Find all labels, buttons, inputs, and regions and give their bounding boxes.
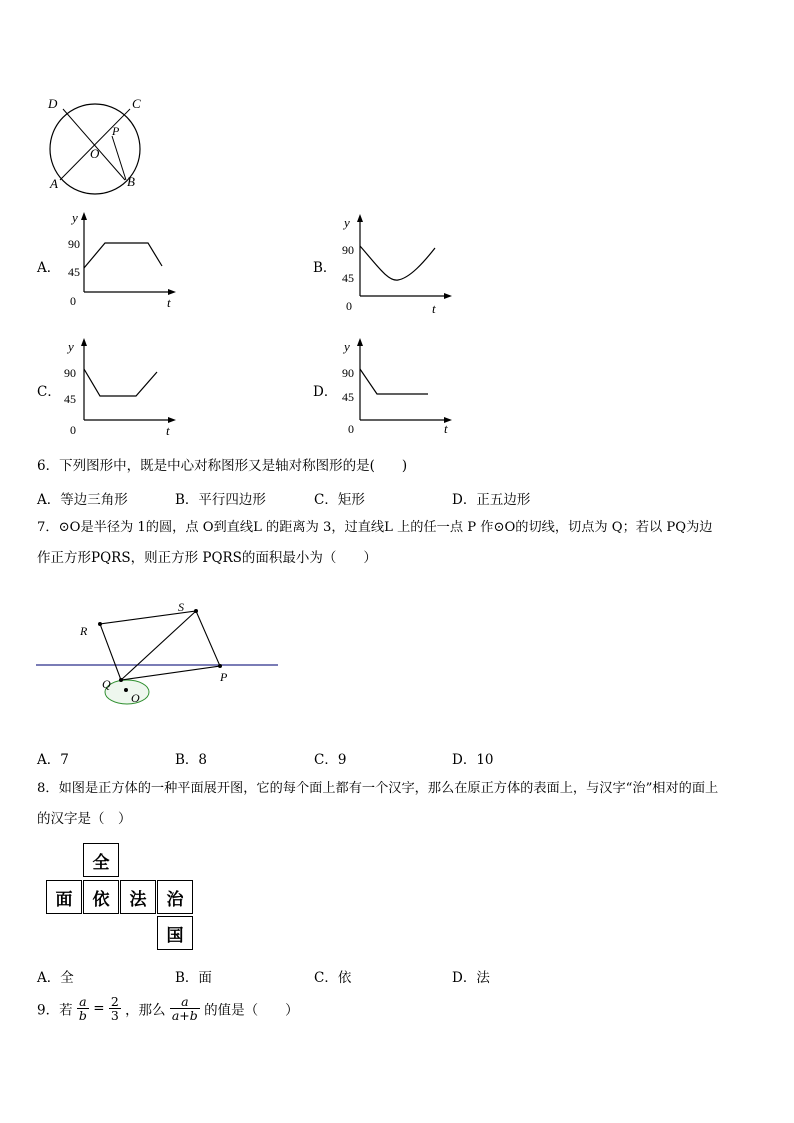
q8-option-c: C．依 bbox=[314, 970, 352, 986]
tick-45: 45 bbox=[68, 265, 80, 279]
net-cell-top: 全 bbox=[83, 843, 119, 877]
q9-frac-ab bbox=[77, 995, 89, 1022]
q9-frac3-den: a+b bbox=[171, 1008, 198, 1023]
graph-b bbox=[336, 212, 456, 317]
q8-stem-line1: 8．如图是正方体的一种平面展开图，它的每个面上都有一个汉字，那么在原正方体的表面上，与汉字“治”相对的面上 bbox=[37, 781, 719, 796]
q9-equals: = bbox=[93, 1000, 105, 1017]
label-a: A bbox=[50, 176, 58, 191]
q9-frac2-den: 3 bbox=[110, 1008, 119, 1023]
q9-prefix: 9．若 bbox=[37, 1002, 73, 1019]
label-q: Q bbox=[102, 677, 111, 691]
graph-a bbox=[60, 210, 180, 310]
tick-90: 90 bbox=[68, 237, 80, 251]
graph-d bbox=[336, 336, 456, 441]
q9-frac3-num: a bbox=[170, 995, 200, 1009]
origin-zero: 0 bbox=[70, 423, 76, 437]
axis-y: y bbox=[344, 215, 350, 230]
label-o: O bbox=[131, 691, 140, 705]
axis-y: y bbox=[72, 210, 78, 225]
net-cell-1: 面 bbox=[46, 880, 82, 914]
q8-option-d: D．法 bbox=[452, 970, 490, 986]
q9-frac-a-over-ab bbox=[170, 995, 200, 1022]
net-cell-2: 依 bbox=[83, 880, 119, 914]
tick-90: 90 bbox=[342, 243, 354, 257]
option-c-label: C． bbox=[37, 384, 61, 400]
axis-t: t bbox=[432, 301, 436, 316]
graph-c bbox=[60, 336, 180, 441]
diagonal-qs bbox=[121, 611, 196, 680]
q7-option-c: C．9 bbox=[314, 752, 347, 768]
q8-option-b: B．面 bbox=[175, 970, 212, 986]
label-s: S bbox=[178, 600, 184, 614]
circle-figure bbox=[40, 92, 155, 197]
axis-t: t bbox=[166, 423, 170, 438]
q9-suffix: 的值是（ ） bbox=[204, 1002, 299, 1019]
q6-option-a: A．等边三角形 bbox=[37, 492, 128, 508]
axis-y: y bbox=[68, 339, 74, 354]
graph-c-curve bbox=[84, 369, 157, 396]
origin-zero: 0 bbox=[346, 299, 352, 313]
q7-figure bbox=[36, 595, 286, 715]
tick-45: 45 bbox=[342, 271, 354, 285]
q9-frac1-num: a bbox=[77, 995, 89, 1009]
label-p: P bbox=[112, 124, 120, 138]
chord-dc-line bbox=[63, 109, 125, 180]
circle-o-small bbox=[105, 680, 149, 704]
label-d: D bbox=[48, 96, 58, 111]
q9-frac2-num: 2 bbox=[110, 994, 119, 1009]
axis-t: t bbox=[444, 421, 448, 436]
chord-ac-line bbox=[60, 109, 130, 180]
graph-a-curve bbox=[84, 243, 162, 268]
square-pqrs bbox=[100, 611, 220, 680]
label-c: C bbox=[132, 96, 141, 111]
axis-y: y bbox=[344, 339, 350, 354]
graph-d-curve bbox=[360, 369, 428, 394]
option-d-label: D． bbox=[313, 384, 338, 400]
tick-90: 90 bbox=[342, 366, 354, 380]
tick-45: 45 bbox=[342, 390, 354, 404]
label-p: P bbox=[220, 670, 228, 684]
option-b-label: B． bbox=[313, 260, 337, 276]
origin-zero: 0 bbox=[70, 294, 76, 308]
option-a-label: A． bbox=[37, 260, 61, 276]
q7-stem-line2: 作正方形PQRS，则正方形 PQRS的面积最小为（ ） bbox=[37, 550, 377, 566]
net-cell-bottom: 国 bbox=[157, 916, 193, 950]
q9-frac-23 bbox=[109, 995, 121, 1022]
q7-option-d: D．10 bbox=[452, 752, 494, 768]
origin-zero: 0 bbox=[348, 422, 354, 436]
axis-t: t bbox=[167, 295, 171, 310]
q7-stem-line1: 7．⊙O是半径为 1的圆，点 O到直线L 的距离为 3，过直线L 上的任一点 P 作⊙O的切线，切点为 Q；若以 PQ为边 bbox=[37, 520, 713, 535]
q9-mid: ，那么 bbox=[125, 1002, 166, 1019]
net-cell-3: 法 bbox=[120, 880, 156, 914]
label-o: O bbox=[90, 146, 100, 161]
tick-45: 45 bbox=[64, 392, 76, 406]
q9-frac1-den: b bbox=[78, 1008, 87, 1023]
q8-option-a: A．全 bbox=[37, 970, 74, 986]
q6-option-c: C．矩形 bbox=[314, 492, 365, 508]
label-r: R bbox=[80, 624, 88, 638]
net-cell-4: 治 bbox=[157, 880, 193, 914]
q9-stem bbox=[37, 995, 299, 1022]
q6-option-d: D．正五边形 bbox=[452, 492, 531, 508]
label-b: B bbox=[127, 174, 135, 189]
q6-option-b: B．平行四边形 bbox=[175, 492, 266, 508]
q7-option-a: A．7 bbox=[37, 752, 69, 768]
q7-option-b: B．8 bbox=[175, 752, 208, 768]
tick-90: 90 bbox=[64, 366, 76, 380]
q8-stem-line2: 的汉字是（ ） bbox=[37, 811, 132, 827]
graph-b-curve bbox=[360, 246, 435, 280]
q6-stem: 6．下列图形中，既是中心对称图形又是轴对称图形的是( ) bbox=[37, 458, 408, 474]
